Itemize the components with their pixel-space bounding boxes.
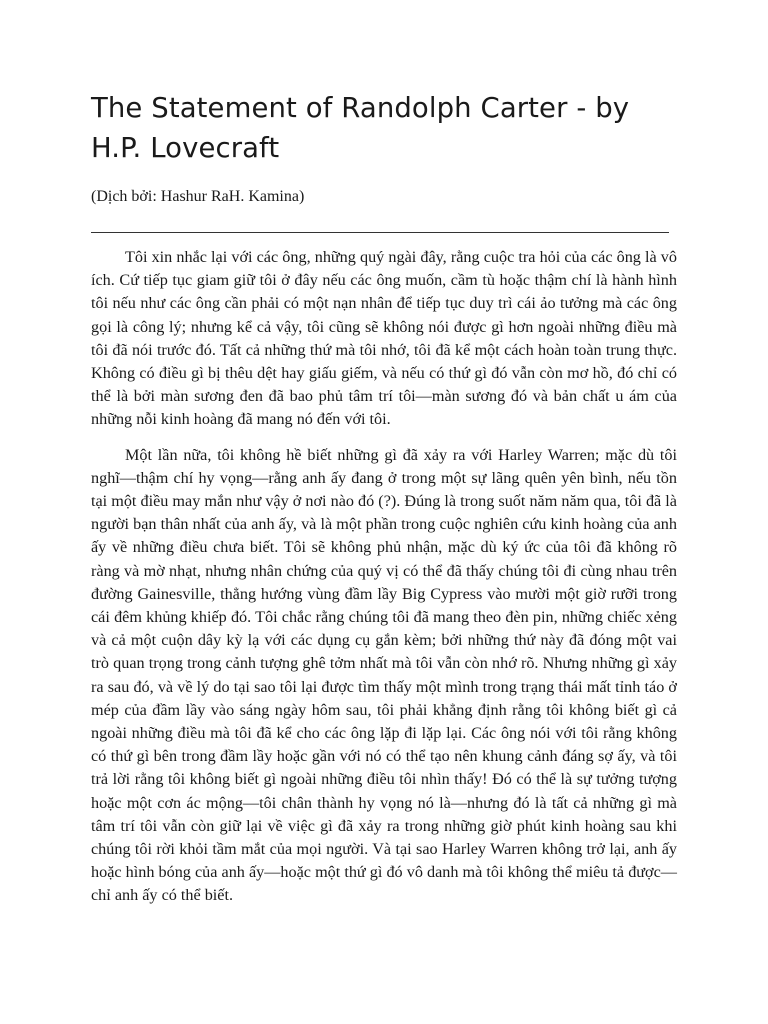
translator-credit: (Dịch bởi: Hashur RaH. Kamina): [91, 188, 305, 205]
document-page: [91, 88, 677, 920]
body-text: [91, 246, 677, 908]
section-divider: [91, 232, 669, 233]
document-title: The Statement of Randolph Carter - by H.P. Lovecraft: [91, 92, 630, 164]
paragraph-2: Một lần nữa, tôi không hề biết những gì đã xảy ra với Harley Warren; mặc dù tôi nghĩ—thậm chí hy vọng—rằng anh ấy đang ở trong một sự lãng quên yên bình, nếu tồn tại một điều may mắn như vậy ở nơi nào đó (?). Đúng là trong suốt năm năm qua, tôi đã là người bạn thân nhất của anh ấy, và là một phần trong cuộc nghiên cứu kinh hoàng của anh ấy về những điều chưa biết. Tôi sẽ không phủ nhận, mặc dù ký ức của tôi đã không rõ ràng và mờ nhạt, nhưng nhân chứng của quý vị có thể đã thấy chúng tôi đi cùng nhau trên đường Gainesville, thẳng hướng vùng đầm lầy Big Cypress vào mười một giờ rưỡi trong cái đêm khủng khiếp đó. Tôi chắc rằng chúng tôi đã mang theo đèn pin, những chiếc xẻng và cả một cuộn dây kỳ lạ với các dụng cụ gắn kèm; bởi những thứ này đã đóng một vai trò quan trọng trong cảnh tượng ghê tởm nhất mà tôi vẫn còn nhớ rõ. Nhưng những gì xảy ra sau đó, và về lý do tại sao tôi lại được tìm thấy một mình trong trạng thái mất tỉnh táo ở mép của đầm lầy vào sáng ngày hôm sau, tôi phải khẳng định rằng tôi không biết gì cả ngoài những điều mà tôi đã kể cho các ông lặp đi lặp lại. Các ông nói với tôi rằng không có thứ gì bên trong đầm lầy hoặc gần với nó có thể tạo nên khung cảnh đáng sợ ấy, và tôi trả lời rằng tôi không biết gì ngoài những điều tôi nhìn thấy! Đó có thể là sự tưởng tượng hoặc một cơn ác mộng—tôi chân thành hy vọng nó là—nhưng đó là tất cả những gì mà tâm trí tôi vẫn còn giữ lại về việc gì đã xảy ra trong những giờ phút kinh hoàng sau khi chúng tôi rời khỏi tầm mắt của mọi người. Và tại sao Harley Warren không trở lại, anh ấy hoặc hình bóng của anh ấy—hoặc một thứ gì đó vô danh mà tôi không thể miêu tả được—chỉ anh ấy có thể biết.: [91, 445, 677, 905]
paragraph-1: Tôi xin nhắc lại với các ông, những quý ngài đây, rằng cuộc tra hỏi của các ông là vô ích. Cứ tiếp tục giam giữ tôi ở đây nếu các ông muốn, cầm tù hoặc thậm chí là hành hình tôi nếu như các ông cần phải có một nạn nhân để tiếp tục duy trì cái ảo tưởng mà các ông gọi là công lý; nhưng kể cả vậy, tôi cũng sẽ không nói được gì hơn ngoài những điều mà tôi đã nói trước đó. Tất cả những thứ mà tôi nhớ, tôi đã kể một cách hoàn toàn trung thực. Không có điều gì bị thêu dệt hay giấu giếm, và nếu có thứ gì đó vẫn còn mơ hồ, đó chỉ có thể là bởi màn sương đen đã bao phủ tâm trí tôi—màn sương đó và bản chất u ám của những nỗi kinh hoàng đã mang nó đến với tôi.: [91, 248, 677, 429]
